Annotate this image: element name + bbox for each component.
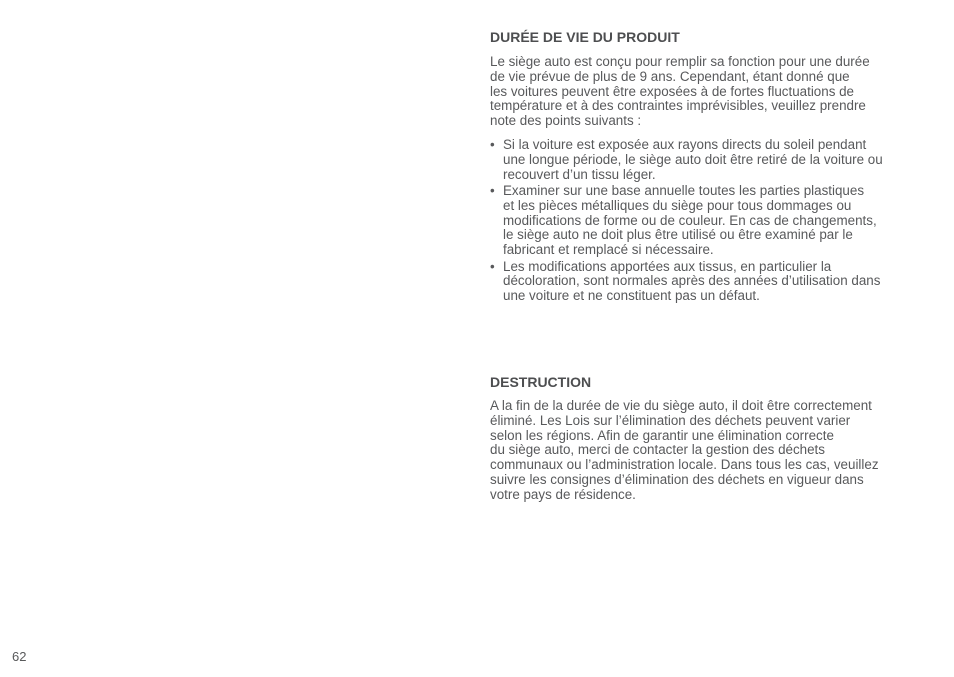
- page-number: 62: [12, 649, 27, 664]
- section-title-product-lifetime: DURÉE DE VIE DU PRODUIT: [490, 29, 680, 45]
- bullet-line: Examiner sur une base annuelle toutes les parties plastiques: [503, 182, 865, 198]
- bullet-line: décoloration, sont normales après des années d’utilisation dans: [503, 273, 881, 289]
- paragraph-line: température et à des contraintes imprévisibles, veuillez prendre: [490, 98, 866, 114]
- bullet-line: le siège auto ne doit plus être utilisé ou être examiné par le: [503, 227, 853, 243]
- paragraph-line: éliminé. Les Lois sur l’élimination des déchets peuvent varier: [490, 412, 851, 428]
- bullet-icon: •: [490, 258, 495, 274]
- paragraph-line: A la fin de la durée de vie du siège auto, il doit être correctement: [490, 398, 872, 413]
- paragraph-line: note des points suivants :: [490, 113, 642, 129]
- bullet-icon: •: [490, 182, 495, 198]
- bullet-line: et les pièces métalliques du siège pour tous dommages ou: [503, 197, 852, 213]
- bullet-line: Si la voiture est exposée aux rayons directs du soleil pendant: [503, 137, 867, 152]
- list-item: [490, 260, 930, 304]
- bullet-line: Les modifications apportées aux tissus, en particulier la: [503, 258, 832, 274]
- destruction-paragraph: [490, 399, 930, 503]
- bullet-line: une longue période, le siège auto doit être retiré de la voiture ou: [503, 151, 883, 167]
- paragraph-line: de vie prévue de plus de 9 ans. Cependant, étant donné que: [490, 68, 850, 84]
- bullet-line: recouvert d’un tissu léger.: [503, 166, 656, 182]
- paragraph-line: communaux ou l’administration locale. Dans tous les cas, veuillez: [490, 457, 879, 473]
- list-item: [490, 184, 930, 258]
- paragraph-line: Le siège auto est conçu pour remplir sa fonction pour une durée: [490, 54, 870, 69]
- paragraph-line: suivre les consignes d’élimination des déchets en vigueur dans: [490, 471, 864, 487]
- paragraph-line: votre pays de résidence.: [490, 486, 636, 502]
- product-lifetime-bullet-list: [490, 138, 930, 306]
- bullet-line: une voiture et ne constituent pas un défaut.: [503, 288, 760, 304]
- bullet-line: modifications de forme ou de couleur. En cas de changements,: [503, 212, 877, 228]
- bullet-icon: •: [490, 137, 495, 152]
- product-lifetime-intro: [490, 55, 930, 129]
- list-item: [490, 138, 930, 182]
- section-title-destruction: DESTRUCTION: [490, 374, 592, 390]
- bullet-line: fabricant et remplacé si nécessaire.: [503, 242, 714, 258]
- paragraph-line: selon les régions. Afin de garantir une élimination correcte: [490, 427, 834, 443]
- paragraph-line: les voitures peuvent être exposées à de fortes fluctuations de: [490, 83, 854, 99]
- paragraph-line: du siège auto, merci de contacter la gestion des déchets: [490, 442, 825, 458]
